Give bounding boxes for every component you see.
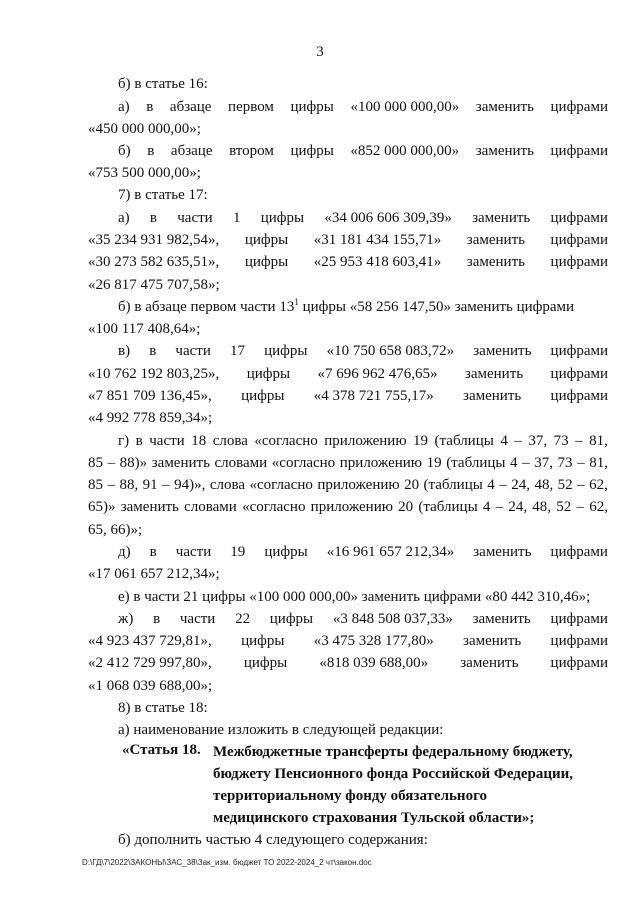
word: заменить xyxy=(473,343,532,359)
word: 17 xyxy=(230,343,245,359)
text-line: «753 500 000,00»; xyxy=(88,165,201,181)
word: 19 xyxy=(230,544,246,560)
text-line-justified xyxy=(118,97,608,118)
word: 19 xyxy=(413,433,429,449)
word: 85 xyxy=(88,455,103,471)
text-line: 7) в статье 17: xyxy=(118,187,208,203)
word: 19 xyxy=(426,455,442,471)
text-line-justified xyxy=(88,386,608,407)
word: цифрами xyxy=(550,99,608,115)
word: «852 000 000,00» xyxy=(350,143,460,159)
word: цифры xyxy=(244,232,289,248)
word: цифры xyxy=(260,210,305,226)
word: 22 xyxy=(235,611,251,627)
word: 24, xyxy=(511,477,530,493)
word: заменить xyxy=(472,611,531,627)
word: 62, xyxy=(589,477,608,493)
word: цифрами xyxy=(550,143,608,159)
word: 52 xyxy=(556,499,572,515)
word: д) xyxy=(118,544,131,560)
word: в) xyxy=(118,343,131,359)
word: – xyxy=(577,477,585,493)
text-line-justified xyxy=(118,542,608,563)
word: 48, xyxy=(534,477,554,493)
text-line: е) в части 21 цифры «100 000 000,00» заменить цифрами «80 442 310,46»; xyxy=(118,589,591,605)
text-line-justified xyxy=(88,497,608,518)
word: цифрами xyxy=(550,254,608,270)
word: 37, xyxy=(534,455,553,471)
text-line: «4 992 778 859,34»; xyxy=(88,410,213,426)
article-label: «Статья 18. xyxy=(122,742,201,758)
word: заменить xyxy=(475,99,534,115)
word: цифрами xyxy=(550,388,608,404)
superscript: 1 xyxy=(294,297,299,307)
text-line: «26 817 475 707,58»; xyxy=(88,277,220,293)
word: части xyxy=(179,611,216,627)
word: приложению xyxy=(324,433,407,449)
word: цифры xyxy=(246,366,291,382)
word: 48, xyxy=(532,499,552,515)
word: – xyxy=(499,477,507,493)
word: – xyxy=(577,455,585,471)
text-line: «450 000 000,00»; xyxy=(88,121,201,137)
word: цифры xyxy=(264,343,308,359)
word: в xyxy=(135,433,143,449)
word: заменить xyxy=(475,143,534,159)
word: – xyxy=(522,455,530,471)
word: «31 181 434 155,71» xyxy=(313,232,442,248)
text-line: «100 117 408,64»; xyxy=(88,321,201,337)
word: «30 273 582 635,51», xyxy=(88,254,220,270)
word: «4 378 721 755,17» xyxy=(313,388,434,404)
word: – xyxy=(575,433,583,449)
word: цифрами xyxy=(550,633,608,649)
word: 52 xyxy=(557,477,573,493)
word: 24, xyxy=(508,499,528,515)
text-line-justified xyxy=(88,364,608,385)
text-fragment: цифры «58 256 147,50» заменить цифрами xyxy=(298,299,575,315)
word: а) xyxy=(118,99,130,115)
article-title-line: бюджету Пенсионного фонда Российской Федерации, xyxy=(213,766,574,782)
text-line-justified xyxy=(118,431,608,452)
word: заменить xyxy=(466,254,525,270)
word: 4 xyxy=(487,477,495,493)
word: «7 696 962 476,65» xyxy=(317,366,438,382)
word: части xyxy=(175,343,211,359)
word: части xyxy=(149,433,185,449)
word: 62, xyxy=(589,499,608,515)
word: цифрами xyxy=(550,343,608,359)
word: цифрами xyxy=(550,232,608,248)
word: (таблицы xyxy=(418,499,478,515)
word: «согласно xyxy=(249,477,313,493)
word: 88)» xyxy=(119,455,148,471)
word: «2 412 729 997,80», xyxy=(88,655,212,671)
word: цифры xyxy=(290,99,334,115)
article-title-line: медицинского страхования Тульской области»; xyxy=(213,810,535,826)
word: цифры xyxy=(264,544,308,560)
word: – xyxy=(107,455,116,471)
word: 73 xyxy=(553,433,569,449)
word: 88, xyxy=(119,477,139,493)
text-line-justified xyxy=(88,252,608,273)
word: 81, xyxy=(589,433,608,449)
word: «100 000 000,00» xyxy=(350,99,460,115)
word: части xyxy=(175,544,212,560)
word: «согласно xyxy=(242,499,306,515)
word: «3 848 508 037,33» xyxy=(332,611,453,627)
text-line: 8) в статье 18: xyxy=(118,700,208,716)
word: 4 xyxy=(510,455,518,471)
word: первом xyxy=(228,99,274,115)
word: «16 961 657 212,34» xyxy=(326,544,455,560)
file-path-footer: D:\ГД\7\2022\ЗАКОНЫ\ЗАС_38\Зак_изм. бюджет ТО 2022-2024_2 чт\закон.doc xyxy=(82,858,372,867)
word: «10 750 658 083,72» xyxy=(326,343,455,359)
word: (таблицы xyxy=(423,477,483,493)
word: цифрами xyxy=(550,366,608,382)
text-fragment: б) в абзаце первом части 13 xyxy=(118,299,295,315)
word: 4 xyxy=(482,499,491,515)
word: слова xyxy=(212,433,248,449)
word: заменить xyxy=(466,232,525,248)
word: цифры xyxy=(241,388,285,404)
text-line: б) в статье 16: xyxy=(118,76,208,92)
word: в xyxy=(153,611,161,627)
text-line: «1 068 039 688,00»; xyxy=(88,678,213,694)
word: 73 xyxy=(557,455,573,471)
word: заменить xyxy=(473,544,532,560)
word: цифрами xyxy=(550,544,608,560)
word: в xyxy=(149,544,157,560)
word: «10 762 192 803,25», xyxy=(88,366,220,382)
article-title-line: территориальному фонду обязательного xyxy=(213,788,488,804)
word: ж) xyxy=(118,611,134,627)
word: части xyxy=(177,210,213,226)
text-line-justified xyxy=(118,341,608,362)
word: «34 006 606 309,39» xyxy=(324,210,452,226)
word: в xyxy=(147,143,155,159)
word: заменить xyxy=(463,388,522,404)
text-line-justified xyxy=(88,631,608,652)
text-line xyxy=(118,297,608,318)
word: 37, xyxy=(528,433,548,449)
text-line-justified xyxy=(118,609,608,630)
word: 65)» xyxy=(88,499,116,515)
text-line: б) дополнить частью 4 следующего содержания: xyxy=(118,832,428,848)
word: а) xyxy=(118,210,130,226)
page-number: 3 xyxy=(316,44,324,60)
word: заменить xyxy=(464,366,524,382)
word: заменить xyxy=(120,499,179,515)
word: цифрами xyxy=(550,655,608,671)
word: «25 953 418 603,41» xyxy=(313,254,442,270)
word: 85 xyxy=(88,477,103,493)
word: – xyxy=(107,477,115,493)
text-line-justified xyxy=(88,230,608,251)
word: «818 039 688,00» xyxy=(319,655,429,671)
word: абзаце xyxy=(169,99,212,115)
word: г) xyxy=(118,433,130,449)
word: цифрами xyxy=(550,210,608,226)
word: «35 234 931 982,54», xyxy=(88,232,220,248)
word: слова xyxy=(209,477,245,493)
word: цифрами xyxy=(550,611,608,627)
word: б) xyxy=(118,143,131,159)
word: словами xyxy=(184,499,237,515)
text-line-justified xyxy=(118,141,608,162)
word: втором xyxy=(229,143,274,159)
word: заменить xyxy=(151,455,210,471)
text-line-justified xyxy=(88,453,608,474)
article-title-line: Межбюджетные трансферты федеральному бюджету, xyxy=(213,744,573,760)
word: приложению xyxy=(310,499,393,515)
word: «согласно xyxy=(271,455,336,471)
word: цифры xyxy=(269,611,314,627)
word: 94)», xyxy=(174,477,206,493)
word: цифры xyxy=(241,633,285,649)
word: – xyxy=(576,499,584,515)
word: цифры xyxy=(243,655,288,671)
word: приложению xyxy=(317,477,400,493)
word: 91 xyxy=(142,477,158,493)
word: в xyxy=(149,343,157,359)
text-line-justified xyxy=(118,208,608,229)
word: 81, xyxy=(589,455,608,471)
word: абзаце xyxy=(170,143,213,159)
word: 4 xyxy=(500,433,508,449)
text-line: 65, 66)»; xyxy=(88,522,143,538)
word: 18 xyxy=(191,433,207,449)
word: «7 851 709 136,45», xyxy=(88,388,212,404)
word: словами xyxy=(214,455,268,471)
word: – xyxy=(162,477,170,493)
word: цифры xyxy=(290,143,334,159)
word: 20 xyxy=(404,477,420,493)
text-line: а) наименование изложить в следующей редакции: xyxy=(118,722,444,738)
text-line: «17 061 657 212,34»; xyxy=(88,566,220,582)
word: приложению xyxy=(339,455,423,471)
word: 20 xyxy=(398,499,414,515)
text-line-justified xyxy=(88,475,608,496)
word: в xyxy=(149,210,157,226)
word: «3 475 328 177,80» xyxy=(313,633,434,649)
word: «согласно xyxy=(254,433,318,449)
word: цифры xyxy=(244,254,289,270)
word: – xyxy=(514,433,522,449)
word: (таблицы xyxy=(434,433,494,449)
word: заменить xyxy=(460,655,519,671)
word: заменить xyxy=(463,633,522,649)
text-line-justified xyxy=(88,653,608,674)
word: (таблицы xyxy=(446,455,506,471)
word: 1 xyxy=(232,210,241,226)
word: заменить xyxy=(472,210,531,226)
word: в xyxy=(146,99,154,115)
word: «4 923 437 729,81», xyxy=(88,633,212,649)
word: – xyxy=(495,499,504,515)
